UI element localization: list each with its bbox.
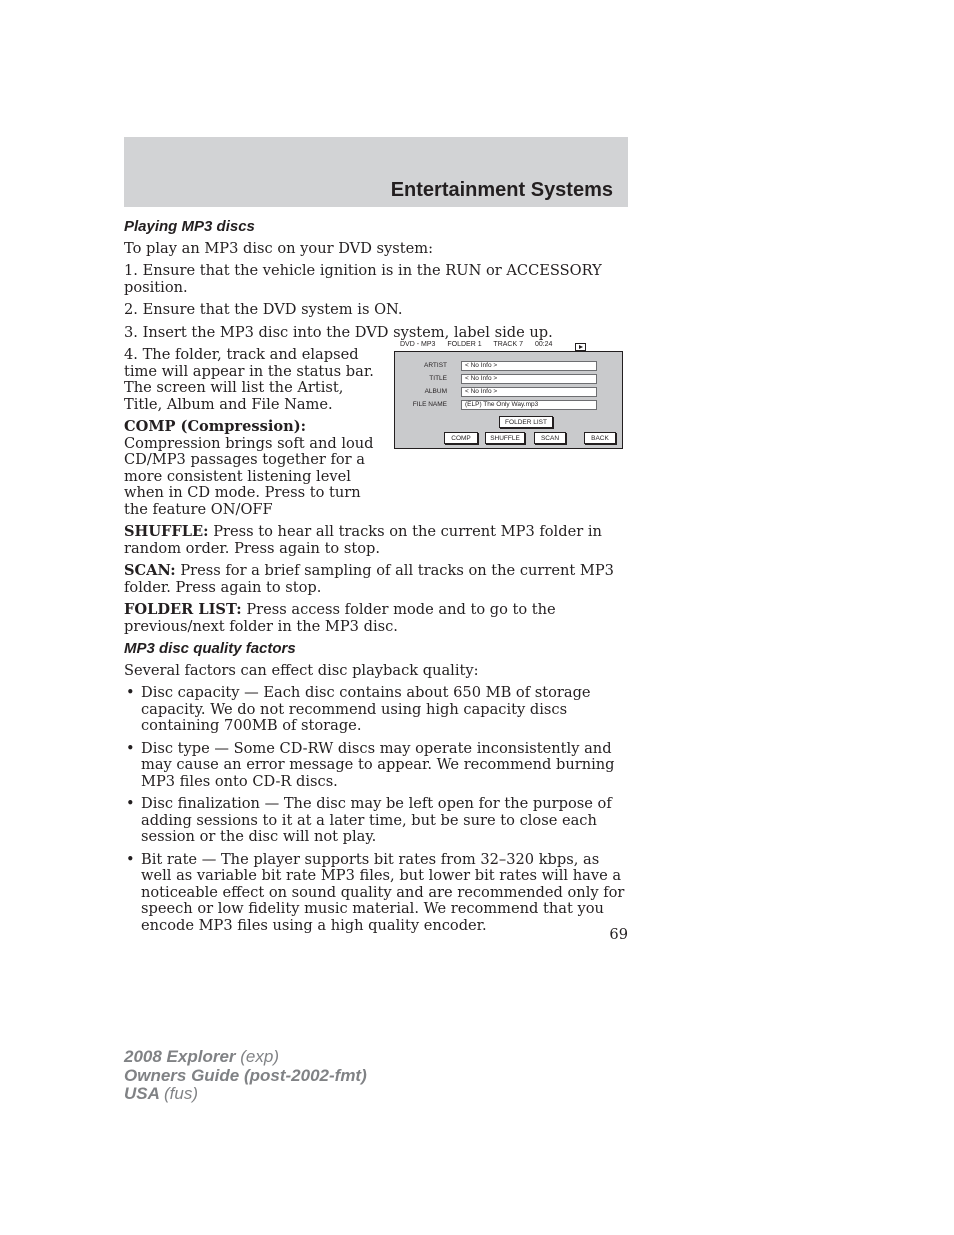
scan-button[interactable]: SCAN <box>534 432 566 444</box>
back-button[interactable]: BACK <box>584 432 616 444</box>
info-panel <box>394 351 623 449</box>
step-1: 1. Ensure that the vehicle ignition is in the RUN or ACCESSORY position. <box>124 262 602 296</box>
step-2: 2. Ensure that the DVD system is ON. <box>124 301 403 318</box>
title-field: < No Info > <box>461 374 597 384</box>
page-number: 69 <box>609 926 628 943</box>
album-field: < No Info > <box>461 387 597 397</box>
section-header-bar <box>124 137 628 207</box>
footer <box>124 1048 367 1104</box>
file-name-label: FILE NAME <box>412 401 447 408</box>
dvd-mp3-screen-figure <box>394 339 623 449</box>
comp-text: Compression brings soft and loud CD/MP3 passages together for a more consistent listening level when in CD mode. Press to turn the feature ON/OFF <box>124 434 374 518</box>
step-4: 4. The folder, track and elapsed time will appear in the status bar. The screen will list the Artist, Title, Album and File Name. <box>124 346 374 413</box>
artist-field: < No Info > <box>461 361 597 371</box>
section-title: Entertainment Systems <box>390 179 613 201</box>
status-folder: FOLDER 1 <box>447 341 482 348</box>
scan-text: Press for a brief sampling of all tracks on the current MP3 folder. Press again to stop. <box>124 562 614 596</box>
title-label: TITLE <box>429 375 447 382</box>
footer-model: 2008 Explorer <box>124 1047 236 1066</box>
intro-text: To play an MP3 disc on your DVD system: <box>124 239 434 257</box>
scan-paragraph <box>124 563 630 596</box>
play-icon <box>575 343 586 351</box>
folder-list-label: FOLDER LIST: <box>124 601 242 618</box>
artist-label: ARTIST <box>424 362 447 369</box>
shuffle-paragraph <box>124 524 630 557</box>
footer-model-code: (exp) <box>240 1047 279 1066</box>
folder-list-paragraph <box>124 602 630 635</box>
footer-market-code: (fus) <box>164 1084 198 1103</box>
heading-playing-mp3: Playing MP3 discs <box>124 218 255 235</box>
heading-quality-factors: MP3 disc quality factors <box>124 640 296 657</box>
status-time: 00:24 <box>534 341 553 348</box>
list-item: • Bit rate — The player supports bit rates from 32–320 kbps, as well as variable bit rate MP3 files, but lower bit rates will have a noticeable effect on sound quality and are recommended only for speech or low fidelity music material. We recommend that you encode MP3 files using a high quality encoder. <box>124 852 630 935</box>
quality-intro: Several factors can effect disc playback quality: <box>124 661 479 679</box>
list-item: • Disc capacity — Each disc contains about 650 MB of storage capacity. We do not recommend using high capacity discs containing 700MB of storage. <box>124 685 630 735</box>
quality-factors-list <box>124 685 630 934</box>
album-label: ALBUM <box>424 388 447 395</box>
status-mode: DVD - MP3 <box>400 341 436 348</box>
list-item: • Disc type — Some CD-RW discs may operate inconsistently and may cause an error message to appear. We recommend burning MP3 files onto CD-R discs. <box>124 741 630 791</box>
shuffle-button[interactable]: SHUFFLE <box>485 432 525 444</box>
shuffle-label: SHUFFLE: <box>124 523 209 540</box>
comp-label: COMP (Compression): <box>124 418 307 435</box>
step-3: 3. Insert the MP3 disc into the DVD system, label side up. <box>124 323 553 341</box>
shuffle-text: Press to hear all tracks on the current MP3 folder in random order. Press again to stop. <box>124 523 602 557</box>
folder-list-button[interactable]: FOLDER LIST <box>499 416 553 428</box>
file-name-field: (ELP) The Only Way.mp3 <box>461 400 597 410</box>
status-track: TRACK 7 <box>493 341 523 348</box>
status-bar <box>400 341 562 350</box>
list-item: • Disc finalization — The disc may be left open for the purpose of adding sessions to it at a later time, but be sure to close each session or the disc will not play. <box>124 796 630 846</box>
comp-button[interactable]: COMP <box>444 432 478 444</box>
footer-market: USA <box>124 1084 160 1103</box>
folder-list-text: Press access folder mode and to go to the previous/next folder in the MP3 disc. <box>124 601 556 635</box>
scan-label: SCAN: <box>124 562 176 579</box>
page-content <box>124 219 630 940</box>
footer-guide: Owners Guide (post-2002-fmt) <box>124 1065 367 1085</box>
